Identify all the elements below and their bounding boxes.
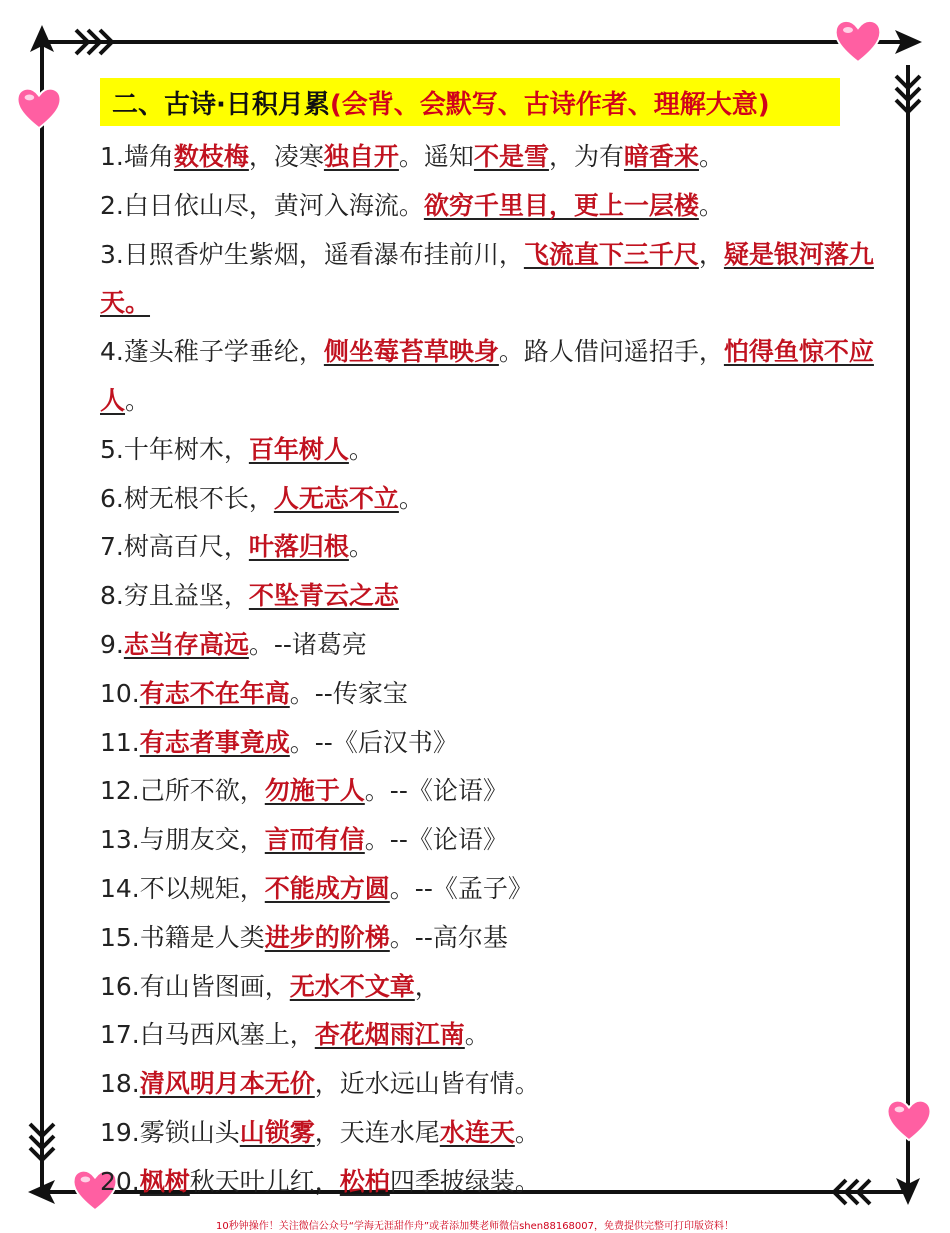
prompt-text: 。 — [514, 1117, 540, 1147]
list-item — [100, 426, 885, 475]
heading-note: (会背、会默写、古诗作者、理解大意) — [329, 89, 770, 120]
answer-text: 无水不文章 — [289, 971, 415, 1001]
list-item — [100, 475, 885, 524]
answer-text: 人无志不立 — [273, 483, 399, 513]
prompt-text: 。 — [698, 190, 724, 220]
prompt-text: ， — [698, 239, 724, 269]
answer-text: 欲穷千里目，更上一层楼 — [423, 190, 699, 220]
prompt-text: 日照香炉生紫烟，遥看瀑布挂前川， — [123, 239, 524, 269]
answer-text: 数枝梅 — [173, 142, 249, 171]
answer-text: 怕得鱼惊不应人 — [100, 337, 874, 415]
answer-text: 飞流直下三千尺 — [523, 239, 699, 269]
answer-text: 侧坐莓苔草映身 — [323, 337, 499, 367]
prompt-text: 。 — [698, 142, 724, 171]
prompt-text: 。 — [464, 1020, 490, 1050]
item-number: 16. — [100, 971, 140, 1001]
prompt-text: 。 — [125, 385, 151, 415]
prompt-text: 。遥知 — [398, 142, 474, 171]
prompt-text: 树无根不长， — [123, 483, 274, 513]
prompt-text: 书籍是人类 — [139, 922, 265, 952]
prompt-text: 雾锁山头 — [139, 1117, 240, 1147]
item-number: 3. — [100, 239, 124, 269]
answer-text: 暗香来 — [623, 142, 699, 171]
prompt-text: 白日依山尽，黄河入海流。 — [123, 190, 424, 220]
prompt-text: 树高百尺， — [123, 532, 249, 562]
item-number: 2. — [100, 190, 124, 220]
prompt-text: 。--《论语》 — [364, 776, 508, 806]
list-item — [100, 767, 885, 816]
prompt-text: 。--《后汉书》 — [289, 727, 458, 757]
prompt-text: 己所不欲， — [139, 776, 265, 806]
prompt-text: 。--高尔基 — [389, 922, 508, 952]
list-item — [100, 719, 885, 768]
list-item — [100, 621, 885, 670]
prompt-text: ，近水远山皆有情。 — [314, 1069, 540, 1099]
prompt-text: 。 — [348, 532, 374, 562]
item-number: 19. — [100, 1117, 140, 1147]
list-item — [100, 1158, 885, 1207]
item-number: 11. — [100, 727, 140, 757]
list-item — [100, 914, 885, 963]
answer-text: 不能成方圆 — [264, 873, 390, 903]
answer-text: 山锁雾 — [239, 1117, 315, 1147]
item-number: 4. — [100, 337, 124, 367]
prompt-text: ， — [414, 971, 440, 1001]
list-item — [100, 572, 885, 621]
answer-text: 水连天 — [439, 1117, 515, 1147]
item-number: 18. — [100, 1069, 140, 1099]
prompt-text: ，天连水尾 — [314, 1117, 440, 1147]
list-item — [100, 1011, 885, 1060]
answer-text: 不是雪 — [473, 142, 549, 171]
answer-text: 清风明月本无价 — [139, 1069, 315, 1099]
prompt-text: 墙角 — [123, 142, 174, 171]
answer-text: 叶落归根 — [248, 532, 349, 562]
list-item — [100, 963, 885, 1012]
answer-text: 松柏 — [339, 1166, 390, 1196]
prompt-text: 与朋友交， — [139, 825, 265, 855]
prompt-text: 蓬头稚子学垂纶， — [123, 337, 324, 367]
list-item — [100, 231, 885, 329]
list-item — [100, 1060, 885, 1109]
answer-text: 枫树 — [139, 1166, 190, 1196]
answer-text: 志当存高远 — [123, 629, 249, 659]
heart-icon — [832, 16, 884, 66]
answer-text: 勿施于人 — [264, 776, 365, 806]
list-item — [100, 328, 885, 426]
prompt-text: 。--诸葛亮 — [248, 629, 367, 659]
list-item — [100, 865, 885, 914]
item-number: 6. — [100, 483, 124, 513]
prompt-text: 穷且益坚， — [123, 581, 249, 611]
heading-title: 二、古诗·日积月累 — [112, 89, 330, 120]
answer-text: 有志不在年高 — [139, 678, 290, 708]
prompt-text: ，为有 — [548, 142, 624, 171]
prompt-text: 秋天叶儿红， — [189, 1166, 340, 1196]
answer-text: 有志者事竟成 — [139, 727, 290, 757]
prompt-text: 十年树木， — [123, 434, 249, 464]
item-number: 12. — [100, 776, 140, 806]
prompt-text: 。--《孟子》 — [389, 873, 533, 903]
list-item — [100, 523, 885, 572]
prompt-text: 。--《论语》 — [364, 825, 508, 855]
list-item — [100, 182, 885, 231]
list-item — [100, 670, 885, 719]
heart-icon — [884, 1096, 934, 1144]
prompt-text: 。 — [348, 434, 374, 464]
item-number: 8. — [100, 581, 124, 611]
prompt-text: 。 — [398, 483, 424, 513]
item-number: 1. — [100, 142, 124, 171]
heart-icon — [14, 84, 64, 132]
item-number: 10. — [100, 678, 140, 708]
poem-list — [100, 133, 885, 1207]
answer-text: 疑是银河落九天。 — [100, 239, 874, 318]
answer-text: 百年树人 — [248, 434, 349, 464]
item-number: 13. — [100, 825, 140, 855]
answer-text: 独自开 — [323, 142, 399, 171]
prompt-text: 白马西风塞上， — [139, 1020, 315, 1050]
item-number: 5. — [100, 434, 124, 464]
list-item — [100, 1109, 885, 1158]
answer-text: 不坠青云之志 — [248, 581, 399, 611]
answer-text: 杏花烟雨江南 — [314, 1020, 465, 1050]
prompt-text: 。--传家宝 — [289, 678, 408, 708]
footer-note: 10秒钟操作！关注微信公众号“学海无涯甜作舟”或者添加樊老师微信shen88168007，免费提供完整可打印版资料！ — [215, 1221, 735, 1232]
item-number: 9. — [100, 629, 124, 659]
section-heading — [100, 78, 840, 126]
item-number: 7. — [100, 532, 124, 562]
list-item — [100, 133, 885, 182]
list-item — [100, 816, 885, 865]
item-number: 15. — [100, 922, 140, 952]
prompt-text: 。路人借问遥招手， — [498, 337, 724, 367]
item-number: 17. — [100, 1020, 140, 1050]
prompt-text: 不以规矩， — [139, 873, 265, 903]
item-number: 20. — [100, 1166, 140, 1196]
answer-text: 言而有信 — [264, 825, 365, 855]
item-number: 14. — [100, 873, 140, 903]
prompt-text: ，凌寒 — [248, 142, 324, 171]
answer-text: 进步的阶梯 — [264, 922, 390, 952]
prompt-text: 四季披绿装。 — [389, 1166, 540, 1196]
prompt-text: 有山皆图画， — [139, 971, 290, 1001]
